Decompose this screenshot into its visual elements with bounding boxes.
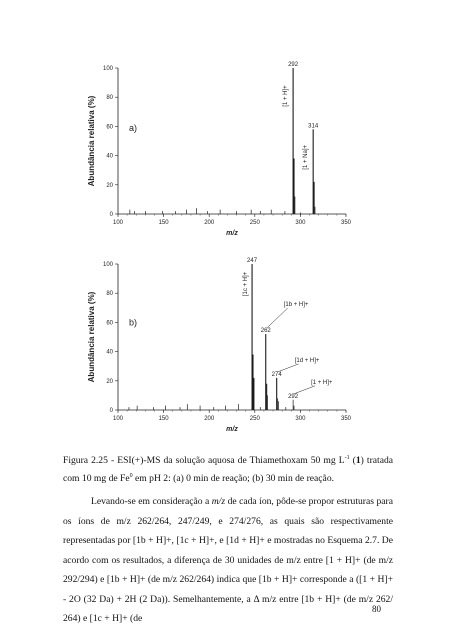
y-tick-label: 80: [106, 95, 113, 102]
x-tick-label: 100: [112, 220, 124, 226]
ion-annotation: [1 + H]+: [311, 379, 333, 386]
annotation-arrow: [278, 364, 299, 372]
x-tick-label: 150: [158, 220, 169, 226]
peak-label: 292: [288, 393, 299, 400]
peak-label: 262: [260, 328, 271, 335]
y-tick-label: 100: [102, 262, 113, 268]
peak-label: 274: [271, 371, 282, 378]
y-tick-label: 100: [102, 66, 113, 72]
y-tick-label: 20: [106, 182, 113, 189]
y-tick-label: 20: [106, 378, 113, 385]
x-tick-label: 250: [249, 416, 260, 422]
y-tick-label: 60: [106, 320, 113, 327]
y-tick-label: 0: [109, 212, 113, 218]
x-tick-label: 250: [249, 220, 260, 226]
mass-spectrum-a: [0, 0, 452, 250]
x-tick-label: 300: [295, 416, 306, 422]
page-number: 80: [372, 604, 381, 614]
ion-annotation: [1b + H]+: [283, 302, 309, 309]
y-tick-label: 40: [106, 153, 113, 160]
mass-spectrum-b: [0, 250, 452, 450]
panel-label: b): [128, 317, 137, 328]
x-tick-label: 150: [158, 416, 169, 422]
ion-annotation: [1 + H]+: [283, 85, 290, 107]
ion-annotation: [1 + Na]+: [303, 144, 310, 170]
x-axis-label: m/z: [226, 230, 238, 237]
peak-label: 314: [308, 123, 319, 130]
x-tick-label: 200: [204, 220, 215, 226]
y-tick-label: 0: [109, 408, 113, 414]
x-tick-label: 300: [295, 220, 306, 226]
peak-label: 292: [288, 62, 299, 68]
peak-label: 247: [247, 258, 258, 264]
y-axis-label: Abundância relativa (%): [87, 95, 96, 187]
y-tick-label: 60: [106, 124, 113, 131]
x-tick-label: 100: [112, 416, 124, 422]
ion-annotation: [1d + H]+: [294, 357, 320, 364]
y-axis-label: Abundância relativa (%): [87, 291, 96, 383]
ion-annotation: [1c + H]+: [243, 271, 250, 297]
x-tick-label: 350: [340, 220, 352, 226]
y-tick-label: 40: [106, 349, 113, 356]
body-paragraph: Levando-se em consideração a m/z de cada íon, pôde-se propor estruturas para os íons de m/z 262/264, 247/249, e 274/276, as quais são respectivamente representadas por [1b + H]+, [1c + H]+, e [1d + H]+ e mostradas no Esquema 2.7. De acordo com os resultados, a diferença de 30 unidades de m/z entre [1 + H]+ (de m/z 292/294) e [1b + H]+ (de m/z 262/264) indica que [1b + H]+ corresponde a ([1 + H]+ - 2O (32 Da) + 2H (2 Da)). Semelhantemente, a Δ m/z entre [1b + H]+ (de m/z 262/ 264) e [1c + H]+ (de: [63, 496, 393, 624]
panel-label: a): [128, 122, 137, 133]
x-tick-label: 350: [340, 416, 352, 422]
x-tick-label: 200: [204, 416, 215, 422]
annotation-arrow: [294, 386, 315, 394]
figure-caption: Figura 2.25 - ESI(+)-MS da solução aquosa de Thiamethoxam 50 mg $L^{-1}$ (1) tratada com 10 mg de Fe$^0$ em pH 2: (a) 0 min de reação; (b) 30 min de reação.: [63, 454, 394, 484]
y-tick-label: 80: [106, 291, 113, 298]
x-axis-label: m/z: [226, 426, 238, 433]
annotation-arrow: [267, 308, 288, 328]
